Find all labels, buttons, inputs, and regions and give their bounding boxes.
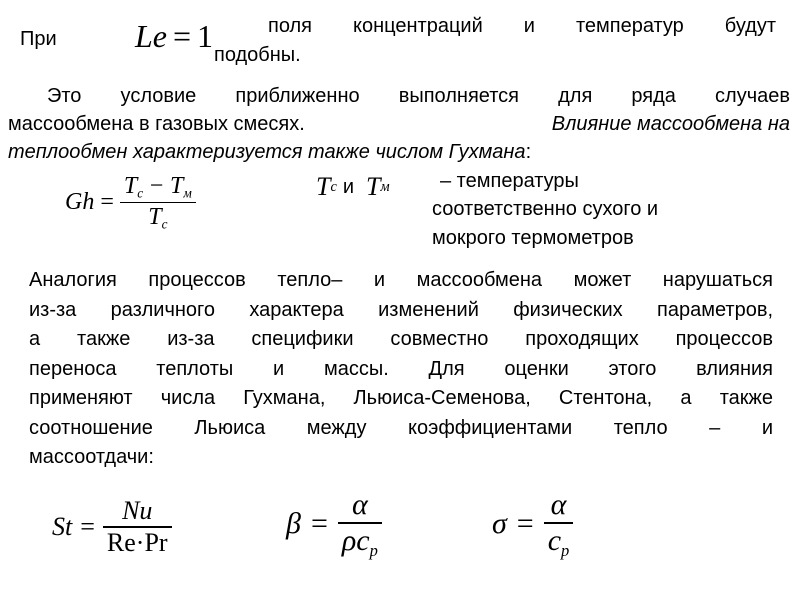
temp-desc-line2: соответственно сухого и [432,198,659,220]
beta-fraction [338,488,382,560]
gh-num-right-sub: м [183,185,192,201]
gh-denominator [144,203,171,233]
le-formula [135,18,213,55]
sigma-numerator: α [550,488,567,521]
st-formula [52,496,172,558]
para2-line6: соотношение Льюиса между коэффициентами тепло – и [29,416,773,439]
beta-lhs: β [286,507,301,541]
gh-fraction [120,172,196,233]
para2 [29,266,773,473]
sigma-formula [492,488,573,560]
beta-eq: = [310,507,328,541]
temp-t2: T [366,172,381,201]
gh-lhs: Gh [65,188,95,215]
para1-italic-1: Влияние массообмена на [551,113,790,135]
para2-line5: применяют числа Гухмана, Льюиса-Семенова, Стентона, а также [29,387,773,409]
gh-den-sub: c [161,216,168,232]
st-den-dot: · [135,527,145,557]
para2-line7: массоотдачи: [29,446,154,468]
beta-den-sub: p [369,540,378,560]
sigma-denominator [544,524,574,561]
st-den-pr: Pr [144,527,168,557]
para2-line3: а также из-за специфики совместно проходящих процессов [29,328,773,350]
para1-italic-2: теплообмен характеризуется также числом Гухмана [8,141,526,163]
gh-formula [65,172,196,233]
para1-line1: Это условие приближенно выполняется для ряда случаев [47,85,790,107]
temp-t1-sub: c [330,178,337,195]
para1-line2 [8,110,790,138]
para2-line2: из-за различного характера изменений физических параметров, [29,298,773,321]
beta-numerator: α [351,488,368,521]
gh-num-left: T [123,173,138,199]
gh-minus: − [149,173,164,199]
para1-line3 [8,138,531,166]
para2-line1: Аналогия процессов тепло– и массообмена может нарушаться [29,269,773,291]
para1-line2-text: массообмена в газовых смесях. [8,113,305,135]
st-eq: = [80,511,95,541]
gh-num-right: T [170,173,184,199]
intro-line2: подобны. [214,44,301,66]
le-rhs: 1 [197,18,214,54]
temp-desc-line3: мокрого термометров [432,227,634,249]
para2-line4: переноса теплоты и массы. Для оценки этого влияния [29,357,773,380]
beta-denominator [338,524,382,561]
gh-eq: = [100,188,114,215]
sigma-den: c [547,523,562,557]
st-numerator: Nu [122,496,153,525]
beta-den: ρc [341,523,370,557]
st-den-re: Re [106,527,136,557]
temp-and: и [342,175,354,198]
para1-colon: : [525,141,532,163]
gh-numerator [120,172,196,202]
st-fraction [103,496,172,558]
temp-t2-sub: м [380,178,390,195]
gh-num-left-sub: c [137,185,144,201]
sigma-fraction [544,488,574,560]
st-denominator [103,528,172,558]
temp-symbols [316,172,390,202]
sigma-den-sub: p [561,540,570,560]
st-lhs: St [52,511,73,541]
le-lhs: Le [135,18,167,54]
sigma-eq: = [516,507,534,541]
gh-den: T [148,204,162,231]
sigma-lhs: σ [492,507,507,541]
beta-formula [286,488,382,560]
le-eq: = [173,18,192,54]
intro-pri: При [20,28,57,50]
temp-desc-line1: – температуры [440,170,579,192]
temp-t1: T [316,172,331,201]
intro-line1: поля концентраций и температур будут [268,15,776,37]
